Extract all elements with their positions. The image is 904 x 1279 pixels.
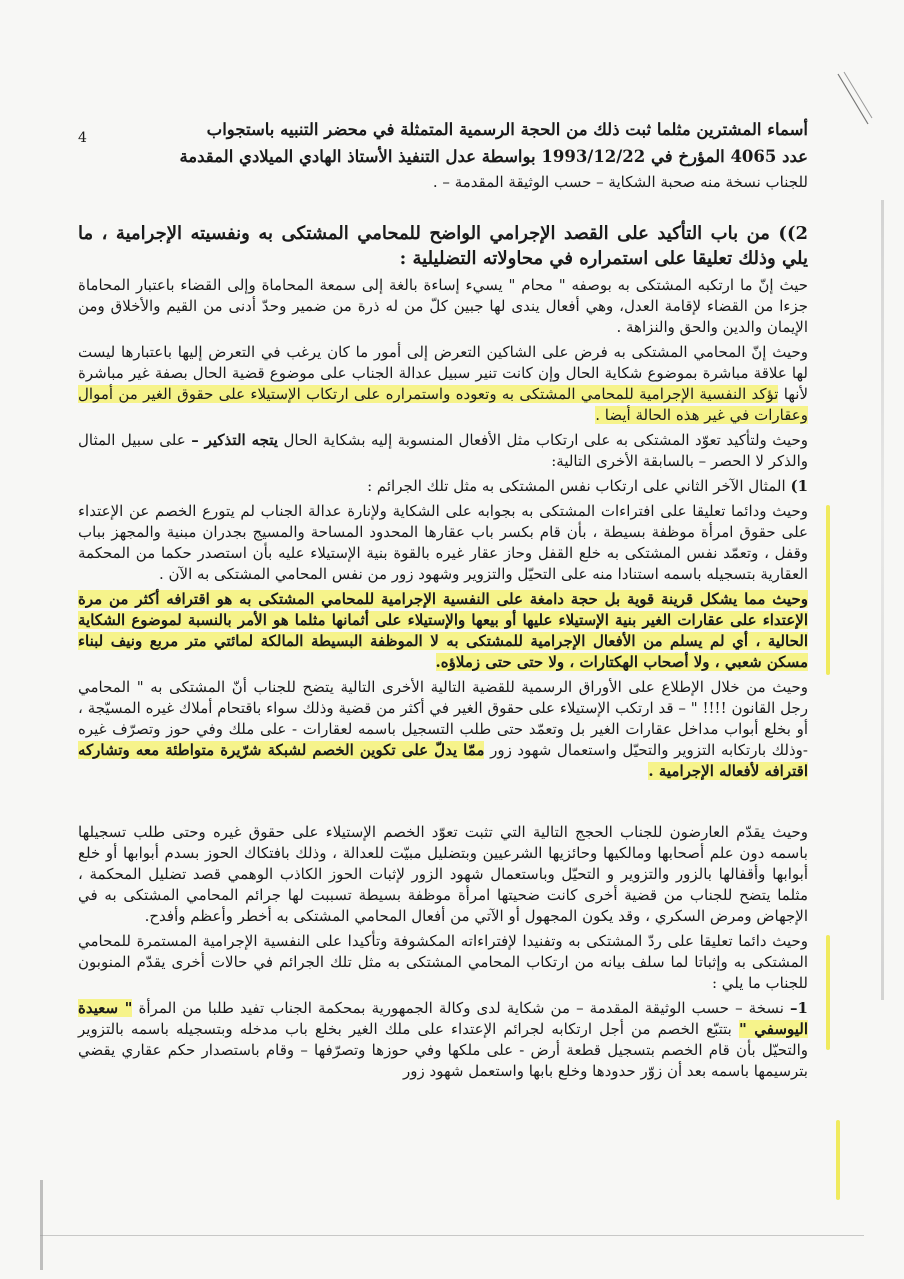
paragraph — [78, 430, 808, 472]
document-body — [78, 118, 808, 1086]
paragraph: وحيث دائما تعليقا على ردّ المشتكى به وتفنيدا لإفتراءاته المكشوفة وتأكيدا على النفسية الإجرامية المستمرة للمحامي المشتكى به وإثباتا لما سلف بيانه من ارتكاب المحامي المشتكى به مثل تلك الجرائم في حالات أخرى يقدّم المنوبون للجناب ما يلي : — [78, 932, 808, 992]
spacer — [78, 786, 808, 822]
highlighted-text: تؤكد النفسية الإجرامية للمحامي المشتكى به وتعوده واستمراره على ارتكاب الإستيلاء على حقوق الغير من أموال وعقارات في غير هذه الحالة أيضا . — [78, 385, 808, 424]
list-item-text: المثال الآخر الثاني على ارتكاب نفس المشتكى به مثل تلك الجرائم : — [367, 477, 786, 495]
paragraph: وحيث يقدّم العارضون للجناب الحجج التالية التي تثبت تعوّد الخصم الإستيلاء على حقوق غيره وحتى طلب تسجيلها باسمه دون علم أصحابها ومالكيها وحائزيها الشرعيين وبتضليل مبيّت للعدالة ، وذلك بافتكاك الحوز بسدم أبوابها أو خلع أبوابها وأقفالها بالزور والتزوير و التحيّل وباستعمال شهود الزور لإثبات الحوز الكاذب الوهمي قصد تضليل المحكمة ، مثلما يتضح للجناب من قضية أخرى كانت ضحيتها امرأة موظفة بسيطة تسببت لها جرائم المحامي المشتكى به في الإجهاض ومرض السكري ، وقد يكون المجهول أو الآتي من أفعال المحامي المشتكى به أخطر وأعظم وأفدح. — [78, 823, 808, 925]
highlighted-text: وحيث مما يشكل قرينة قوية بل حجة دامغة على النفسية الإجرامية للمحامي المشتكى به هو اقترافه أكثر من مرة الإعتداء على عقارات الغير بنية الإستيلاء عليها أو بيعها والإستيلاء على أثمانها مثلما هو الأمر بالنسبة لموضوع الشكاية الحالية ، أي لم يسلم من الأفعال الإجرامية للمشتكى به لا الموظفة البسيطة المالكة لمائتي متر مربع ونيف لبناء مسكن شعبي ، ولا أصحاب الهكتارات ، ولا حتى حتى زملاؤه. — [78, 590, 808, 671]
paragraph: وحيث ودائما تعليقا على افتراءات المشتكى به بجوابه على الشكاية ولإنارة عدالة الجناب لم يتورع الخصم عن الإعتداء على حقوق امرأة موظفة بسيطة ، بأن قام بكسر باب عقارها المحدود المساحة والمسيج بجدران مبنية والمجهز بباب وقفل ، وتعمّد نفس المشتكى به خلع القفل وحاز عقار غيره بالقوة بنية الإستيلاء عليه بأن استصدر حكما من المحكمة العقارية بتسجيله باسمه استنادا منه على التحيّل والتزوير وشهود زور من نفس المحامي المشتكى به الآن . — [78, 502, 808, 583]
paragraph: حيث إنّ ما ارتكبه المشتكى به بوصفه " محام " يسيء إساءة بالغة إلى سمعة المحاماة وإلى القضاء باعتبار المحاماة جزءا من القضاء لإقامة العدل، وهي أفعال يندى لها جبين كلّ من له ذرة من ضمير وحدّ أدنى من القيم والأخلاق ومن الإيمان والدين والحق والنزاهة . — [78, 276, 808, 336]
paragraph — [78, 589, 808, 673]
header-line: للجناب نسخة منه صحبة الشكاية – حسب الوثيقة المقدمة – . — [432, 173, 808, 191]
paragraph — [78, 342, 808, 426]
section-heading: 2)) من باب التأكيد على القصد الإجرامي الواضح للمحامي المشتكى به ونفسيته الإجرامية ، ما يلي وذلك تعليقا على استمراره في محاولاته التضليلية : — [78, 223, 808, 269]
list-number: 1) — [790, 477, 808, 495]
highlighter-mark — [836, 1120, 840, 1200]
paragraph-text: نسخة – حسب الوثيقة المقدمة – من شكاية لدى وكالة الجمهورية بمحكمة الجناب تفيد طلبا من المرأة — [138, 999, 784, 1017]
paragraph-text: وحيث ولتأكيد تعوّد المشتكى به على ارتكاب مثل الأفعال المنسوبة إليه بشكاية الحال — [283, 431, 809, 449]
footer-line — [40, 1235, 864, 1236]
margin-line — [40, 1180, 43, 1270]
paragraph — [78, 677, 808, 782]
header-line: أسماء المشترين مثلما ثبت ذلك من الحجة الرسمية المتمثلة في محضر التنبيه باستجواب — [206, 120, 808, 139]
paragraph-text: وحيث من خلال الإطلاع على الأوراق الرسمية للقضية التالية الأخرى التالية يتضح للجناب أنّ المشتكى به " المحامي رجل القانون !!!! " – قد ارتكب الإستيلاء على حقوق الغير في أكثر من قضية وذلك سواء باقتحام أملاك غيره المسيّجة ، أو بخلع أبواب مداخل عقارات الغير بل وتعمّد حتى طلب التسجيل باسمه لعقارات - على ملك وفي حوز وتصرّف غيره -وذلك بارتكابه التزوير والتحيّل واستعمال شهود زور — [78, 678, 808, 759]
paragraph-text: وحيث إنّ المحامي المشتكى به فرض على الشاكين التعرض إلى أمور ما كان يرغب في التعرض إليها باعتبارها ليست لها علاقة مباشرة بموضوع شكاية الحال وإن كانت تنير سبيل عدالة الجناب على موضوع قضية الحال بصفة غير مباشرة لأنها — [78, 343, 808, 403]
paragraph-text: على سبيل المثال والذكر لا الحصر – بالسابقة الأخرى التالية: — [78, 431, 808, 470]
scan-artifact-icon — [834, 70, 874, 130]
highlighter-mark — [826, 505, 830, 675]
list-number: 1– — [790, 999, 808, 1017]
header-line: عدد 4065 المؤرخ في 1993/12/22 بواسطة عدل التنفيذ الأستاذ الهادي الميلادي المقدمة — [179, 147, 808, 166]
scan-edge-shadow — [881, 200, 884, 1000]
highlighter-mark — [826, 935, 830, 1050]
highlighted-name: " سعيدة اليوسفي " — [78, 999, 808, 1038]
paragraph-text: بتتبّع الخصم من أجل ارتكابه لجرائم الإعتداء على ملك الغير بخلع باب مدخله وبتسجيله باسمه بالتزوير والتحيّل بأن قام الخصم بتسجيل قطعة أرض - على ملكها وفي حوزها وتصرّفها – وقام باستصدار حكم عقاري يقضي بترسيمها باسمه بعد أن زوّر حدودها وخلع بابها واستعمل شهود زور — [78, 1020, 808, 1080]
paragraph — [78, 998, 808, 1082]
page-number: 4 — [78, 130, 87, 146]
emphasis-text: يتجه التذكير – — [191, 431, 279, 449]
highlighted-text: ممّا يدلّ على تكوين الخصم لشبكة شرّيرة متواطئة معه وتشاركه اقترافه لأفعاله الإجرامية . — [78, 741, 808, 780]
list-item — [78, 476, 808, 497]
